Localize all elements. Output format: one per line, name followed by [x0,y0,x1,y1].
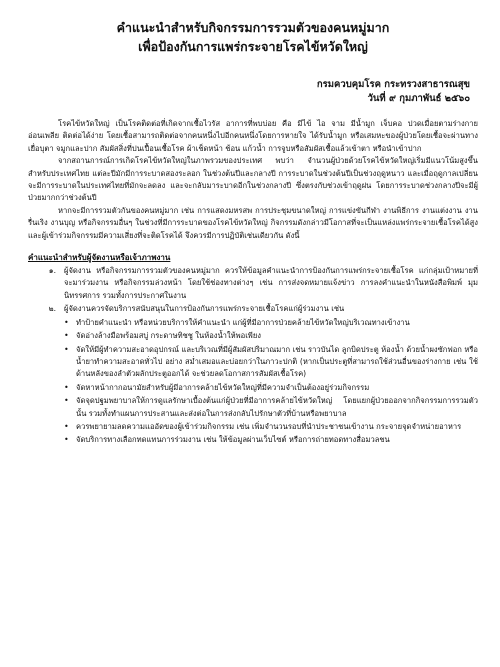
list-item-text: จัดบริการทางเลือกทดแทนการร่วมงาน เช่น ให้ข้อมูลผ่านเว็บไซต์ หรือการถ่ายทอดทางสื่อมวลชน [76,435,390,445]
department-name: กรมควบคุมโรค กระทรวงสาธารณสุข [316,79,470,90]
list-item-text: ทำป้ายคำแนะนำ หรือหน่วยบริการให้คำแนะนำ แก่ผู้ที่มีอาการป่วยคล้ายไข้หวัดใหญ่บริเวณทางเข้างาน [76,317,410,327]
bullet-icon: • [64,382,69,392]
list-item [64,382,478,394]
bullet-list [28,317,478,447]
item-text: ผู้จัดงานควรจัดบริการสนับสนุนในการป้องกันการแพร่กระจายเชื้อโรคแก่ผู้ร่วมงาน เช่น [64,304,345,314]
issue-date: วันที่ ๙ กุมภาพันธ์ ๒๕๖๐ [367,93,470,104]
list-item [64,421,478,433]
bullet-icon: • [64,435,69,445]
list-item-text: จัดอ่างล้างมือพร้อมสบู่ กระดาษทิชชู ในห้องน้ำให้พอเพียง [76,331,261,341]
list-item [64,344,478,381]
numbered-item [28,265,478,302]
item-number: ๒. [48,304,56,314]
title-line-1: คำแนะนำสำหรับกิจกรรมการรวมตัวของคนหมู่มาก [116,20,390,35]
paragraph-situation: จากสถานการณ์การเกิดโรคไข้หวัดใหญ่ในภาพรวมของประเทศ พบว่า จำนวนผู้ป่วยด้วยโรคไข้หวัดใหญ่เริ่มมีแนวโน้มสูงขึ้น สำหรับประเทศไทย แต่ละปีมักมีการระบาดสองระลอก ในช่วงต้นปีและกลางปี การระบาดในช่วงต้นปีเป็นช่วงฤดูหนาว และเมื่อฤดูกาลเปลี่ยนจะมีการระบาดในประเทศไทยที่มักจะลดลง และจะกลับมาระบาดอีกในช่วงกลางปี ซึ่งตรงกับช่วงเข้าฤดูฝน โดยการระบาดช่วงกลางปีจะมีผู้ป่วยมากกว่าช่วงต้นปี [28,156,478,203]
numbered-item [28,303,478,315]
paragraph-intro: โรคไข้หวัดใหญ่ เป็นโรคติดต่อที่เกิดจากเชื้อไวรัส อาการที่พบบ่อย คือ มีไข้ ไอ จาม มีน้ำมูก เจ็บคอ ปวดเมื่อยตามร่างกาย อ่อนเพลีย ติดต่อได้ง่าย โดยเชื้อสามารถติดต่อจากคนหนึ่งไปอีกคนหนึ่งโดยการหายใจ ได้รับน้ำมูก หรือเสมหะของผู้ป่วยโดยเชื้อจะผ่านทางเยื่อบุตา จมูกและปาก สัมผัสสิ่งที่ปนเปื้อนเชื้อโรค ผ้าเช็ดหน้า ช้อน แก้วน้ำ การจูบหรือสัมผัสเชื้อแล้วเข้าตา หรือนำเข้าปาก [28,119,478,153]
section-heading: คำแนะนำสำหรับผู้จัดงานหรือเจ้าภาพงาน [28,253,171,263]
bullet-icon: • [64,344,69,354]
bullet-icon: • [64,421,69,431]
item-number: ๑. [48,266,56,276]
list-item-text: จัดจุดปฐมพยาบาลให้การดูแลรักษาเบื้องต้นแก่ผู้ป่วยที่มีอาการคล้ายไข้หวัดใหญ่ โดยแยกผู้ป่วยออกจากกิจกรรมการรวมตัวนั้น รวมทั้งทำแผนการประสานและส่งต่อในการส่งกลับไปรักษาตัวที่บ้านหรือพยาบาล [76,396,478,418]
title-line-2: เพื่อป้องกันการแพร่กระจายโรคไข้หวัดใหญ่ [138,39,368,54]
bullet-icon: • [64,396,69,406]
bullet-icon: • [64,317,69,327]
issuer-block [28,78,470,106]
list-item-text: ควรพยายามลดความแออัดของผู้เข้าร่วมกิจกรรม เช่น เพิ่มจำนวนรอบที่นำประชาชนเข้างาน กระจายจุดจำหน่ายอาหาร [76,421,462,431]
list-item [64,317,478,329]
list-item [64,434,478,446]
bullet-icon: • [64,331,69,341]
paragraph-gathering: หากจะมีการรวมตัวกันของคนหมู่มาก เช่น การแสดงมหรสพ การประชุมขนาดใหญ่ การแข่งขันกีฬา งานพิธีการ งานแต่งงาน งานรื่นเริง งานบุญ หรือกิจกรรมอื่นๆ ในช่วงที่มีการระบาดของโรคไข้หวัดใหญ่ กิจกรรมดังกล่าวมีโอกาสที่จะเป็นแหล่งแพร่กระจายเชื้อโรคได้สูง และผู้เข้าร่วมกิจกรรมมีความเสี่ยงที่จะติดโรคได้ จึงควรมีการปฏิบัติเช่นเดียวกัน ดังนี้ [28,205,478,240]
item-text: ผู้จัดงาน หรือกิจกรรมการรวมตัวของคนหมู่มาก ควรให้ข้อมูลคำแนะนำการป้องกันการแพร่กระจายเชื้อโรค แก่กลุ่มเป้าหมายที่จะมาร่วมงาน หรือกิจกรรมล่วงหน้า โดยใช้ช่องทางต่างๆ เช่น การส่งจดหมายแจ้งข่าว การลงคำแนะนำในหนังสือพิมพ์ มุมนิทรรศการ รวมทั้งการประกาศในงาน [64,266,478,300]
list-item [64,395,478,420]
list-item-text: จัดให้มีผู้ทำความสะอาดอุปกรณ์ และบริเวณที่มีผู้สัมผัสปริมาณมาก เช่น ราวบันได ลูกบิดประตู ห้องน้ำ ด้วยน้ำผงซักฟอก หรือน้ำยาทำความสะอาดทั่วไป อย่าง สม่ำเสมอและบ่อยกว่าในภาวะปกติ (หากเป็นประตูที่สามารถใช้ส่วนอื่นของร่างกาย เช่น ใช้ด้านหลังของลำตัวผลักประตูออกได้ จะช่วยลดโอกาสการสัมผัสเชื้อโรค) [76,344,478,379]
document-title [28,18,478,56]
list-item-text: จัดหาหน้ากากอนามัยสำหรับผู้มีอาการคล้ายไข้หวัดใหญ่ที่มีความจำเป็นต้องอยู่ร่วมกิจกรรม [76,382,370,392]
list-item [64,330,478,342]
